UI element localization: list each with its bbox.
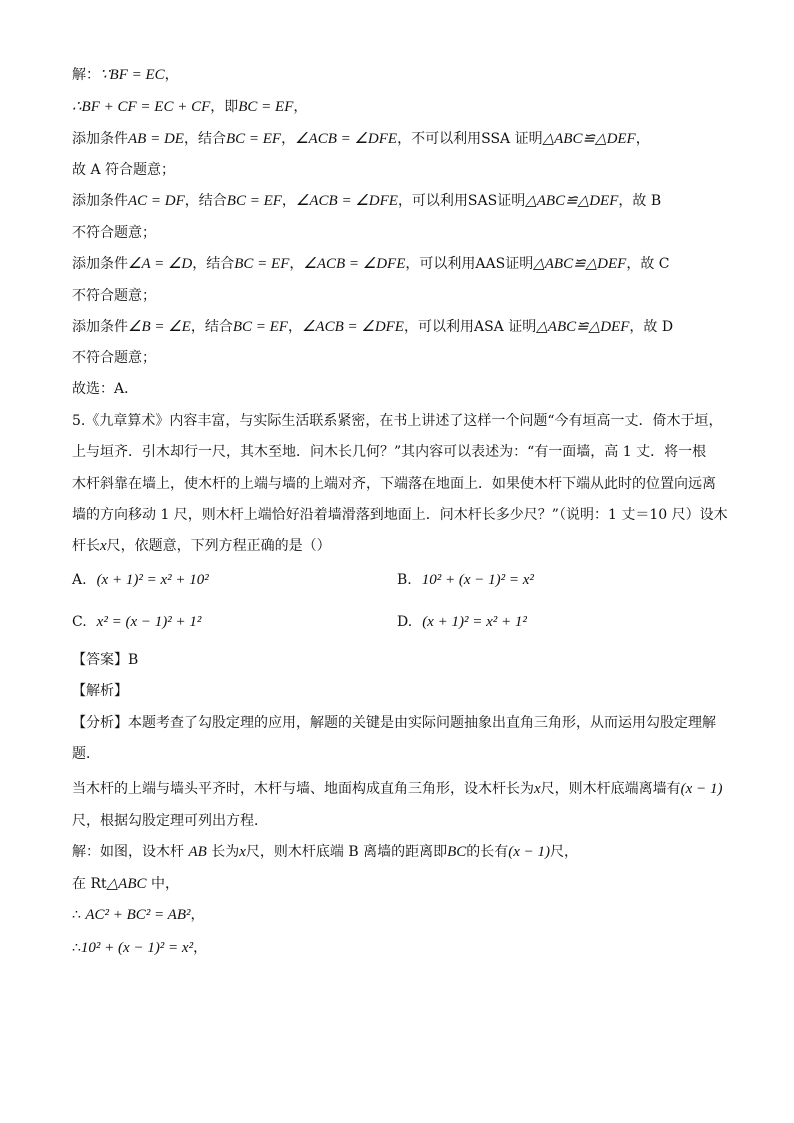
- option-a: [72, 571, 209, 589]
- text-line: [72, 161, 175, 179]
- text-line: [72, 714, 716, 732]
- text-segment: 尺，则木杆底端 B 离墙的距离即: [245, 844, 448, 860]
- math-expression: BC = EF: [225, 131, 282, 147]
- text-segment: 中，: [146, 876, 179, 892]
- math-expression: AB: [188, 844, 207, 860]
- text-line: [72, 812, 268, 830]
- text-line: [72, 443, 706, 461]
- text-segment: 当木杆的上端与墙头平齐时，木杆与墙、地面构成直角三角形，设木杆长为: [72, 781, 534, 797]
- text-line: [72, 682, 128, 700]
- option-label: B.: [397, 572, 412, 588]
- math-expression: △ABC: [106, 876, 147, 892]
- math-expression: △ABC≌△DEF: [536, 319, 630, 335]
- math-expression: x: [100, 538, 107, 554]
- text-line: [72, 537, 331, 555]
- text-line: [72, 906, 204, 924]
- text-segment: ，结合: [190, 319, 233, 335]
- option-expression: (x + 1)² = x² + 1²: [422, 614, 527, 630]
- text-segment: ，结合: [184, 193, 227, 209]
- math-expression: ∠ACB = ∠DFE: [295, 193, 398, 209]
- math-expression: ∠ACB = ∠DFE: [303, 256, 406, 272]
- text-segment: 题．: [72, 746, 100, 762]
- text-segment: 不符合题意；: [72, 225, 156, 241]
- text-segment: 上与垣齐．引木却行一尺，其木至地．问木长几何？”其内容可以表述为：“有一面墙，高 1 丈．将一根: [72, 444, 707, 460]
- text-segment: ，: [164, 67, 179, 83]
- option-label: C.: [72, 614, 87, 630]
- text-line: [72, 780, 722, 798]
- text-segment: ，: [190, 907, 205, 923]
- option-d: [397, 613, 527, 631]
- text-segment: ，可以利用SAS证明: [397, 193, 526, 209]
- math-expression: AC² + BC² = AB²: [85, 907, 191, 923]
- text-line: [72, 745, 100, 763]
- option-expression: (x + 1)² = x² + 10²: [96, 572, 209, 588]
- math-expression: ∵BF = EC: [100, 67, 165, 83]
- text-segment: ，: [635, 131, 650, 147]
- text-line: [72, 224, 156, 242]
- text-segment: 不符合题意；: [72, 288, 156, 304]
- math-expression: BC: [447, 844, 467, 860]
- math-expression: ∠A = ∠D: [128, 256, 193, 272]
- text-segment: 添加条件: [72, 131, 128, 147]
- text-segment: ，可以利用AAS证明: [405, 256, 534, 272]
- math-expression: BC = EF: [234, 256, 290, 272]
- math-expression: △ABC≌△DEF: [525, 193, 619, 209]
- math-expression: ∠ACB = ∠DFE: [301, 319, 404, 335]
- text-line: [72, 192, 661, 210]
- text-segment: 【解析】: [72, 683, 128, 699]
- text-segment: 添加条件: [72, 193, 128, 209]
- option-b: [397, 571, 534, 589]
- text-segment: ，可以利用ASA 证明: [403, 319, 537, 335]
- text-segment: 【答案】B: [72, 652, 139, 668]
- text-segment: 在 Rt: [72, 876, 107, 892]
- text-line: [72, 255, 670, 273]
- math-expression: (x − 1): [680, 781, 723, 797]
- text-segment: 5.《九章算术》内容丰富，与实际生活联系紧密，在书上讲述了这样一个问题“今有垣高一丈．倚木于垣，: [72, 413, 723, 429]
- text-segment: ∴: [72, 940, 81, 956]
- math-expression: BC = EF: [226, 193, 282, 209]
- math-expression: ∴BF + CF = EC + CF: [72, 99, 211, 115]
- text-line: [72, 349, 156, 367]
- text-line: [72, 130, 650, 148]
- text-line: [72, 506, 728, 524]
- text-line: [72, 843, 578, 861]
- text-segment: ，: [281, 193, 296, 209]
- text-segment: 添加条件: [72, 319, 128, 335]
- text-line: [72, 66, 179, 84]
- text-line: [72, 287, 156, 305]
- text-segment: 木杆斜靠在墙上，使木杆的上端与墙的上端对齐，下端落在地面上．如果使木杆下端从此时的位置向远离: [72, 476, 716, 492]
- math-expression: △ABC≌△DEF: [542, 131, 636, 147]
- math-expression: ∠ACB = ∠DFE: [295, 131, 398, 147]
- math-expression: x: [239, 844, 246, 860]
- math-expression: △ABC≌△DEF: [533, 256, 627, 272]
- text-segment: 尺，则木杆底端离墙有: [540, 781, 681, 797]
- text-line: [72, 875, 179, 893]
- text-segment: ，结合: [192, 256, 235, 272]
- text-line: [72, 475, 716, 493]
- text-segment: 墙的方向移动 1 尺，则木杆上端恰好沿着墙滑落到地面上．问木杆长多少尺？”（说明：1 丈＝10 尺）设木: [72, 507, 728, 523]
- text-segment: 解：如图，设木杆: [72, 844, 189, 860]
- text-segment: 尺，: [550, 844, 579, 860]
- text-segment: ，: [193, 940, 208, 956]
- text-line: [72, 939, 207, 957]
- text-segment: ∴: [72, 907, 86, 923]
- text-line: [72, 651, 138, 669]
- text-segment: 添加条件: [72, 256, 128, 272]
- text-segment: 【分析】本题考查了勾股定理的应用，解题的关键是由实际问题抽象出直角三角形，从而运用勾股定理解: [72, 715, 716, 731]
- text-segment: 尺，根据勾股定理可列出方程．: [72, 813, 268, 829]
- text-segment: 不符合题意；: [72, 350, 156, 366]
- text-segment: 杆长: [72, 538, 100, 554]
- text-segment: ，故 D: [629, 319, 674, 335]
- math-expression: ∠B = ∠E: [128, 319, 191, 335]
- text-segment: ，: [293, 99, 308, 115]
- text-segment: 的长有: [466, 844, 509, 860]
- text-segment: ，不可以利用SSA 证明: [397, 131, 543, 147]
- text-line: [72, 412, 723, 430]
- text-segment: 故 A 符合题意；: [72, 162, 176, 178]
- option-c: [72, 613, 201, 631]
- math-expression: BC = EF: [238, 99, 294, 115]
- text-line: [72, 318, 673, 336]
- text-segment: 尺，依题意，下列方程正确的是（）: [106, 538, 331, 554]
- text-segment: ，结合: [183, 131, 226, 147]
- option-expression: x² = (x − 1)² + 1²: [96, 614, 202, 630]
- text-line: [72, 98, 307, 116]
- math-expression: AC = DF: [128, 193, 185, 209]
- text-segment: 长为: [206, 844, 240, 860]
- math-expression: BC = EF: [232, 319, 288, 335]
- math-expression: x: [534, 781, 541, 797]
- math-expression: 10² + (x − 1)² = x²: [80, 940, 194, 956]
- math-expression: AB = DE: [128, 131, 184, 147]
- math-expression: (x − 1): [508, 844, 551, 860]
- text-segment: ，: [287, 319, 302, 335]
- text-segment: ，: [281, 131, 296, 147]
- text-segment: ，即: [210, 99, 239, 115]
- text-segment: ，故 B: [618, 193, 662, 209]
- option-expression: 10² + (x − 1)² = x²: [421, 572, 534, 588]
- option-label: D.: [397, 614, 413, 630]
- option-label: A.: [72, 572, 87, 588]
- text-line: [72, 380, 138, 398]
- text-segment: ，故 C: [626, 256, 670, 272]
- text-segment: ，: [289, 256, 304, 272]
- text-segment: 故选：A．: [72, 381, 139, 397]
- text-segment: 解：: [72, 67, 100, 83]
